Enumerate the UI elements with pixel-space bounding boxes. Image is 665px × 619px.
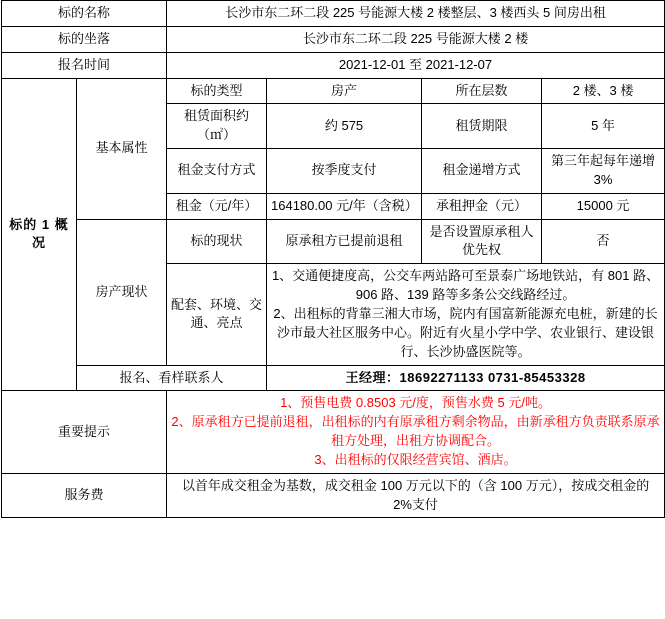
service-fee-value: 以首年成交租金为基数，成交租金 100 万元以下的（含 100 万元），按成交租金的 2%支付	[167, 473, 665, 518]
deposit-label: 承租押金（元）	[422, 193, 542, 219]
table-row	[2, 473, 665, 518]
lease-term-value: 5 年	[542, 104, 665, 149]
payment-method-value: 按季度支付	[267, 149, 422, 194]
rent-increase-value: 第三年起每年递增 3%	[542, 149, 665, 194]
notice-line-1: 1、预售电费 0.8503 元/度，预售水费 5 元/吨。	[280, 395, 551, 411]
current-status-label: 标的现状	[167, 219, 267, 264]
signup-time-label: 报名时间	[2, 52, 167, 78]
table-row	[2, 1, 665, 27]
table-row	[2, 219, 665, 264]
facilities-line-2: 2、出租标的背靠三湘大市场，院内有国富新能源充电桩，新建的长沙市最大社区服务中心。附近有火星小学中学、农业银行、建设银行、长沙协盛医院等。	[273, 305, 658, 359]
floor-value: 2 楼、3 楼	[542, 78, 665, 104]
subject-name-label: 标的名称	[2, 1, 167, 27]
service-fee-label: 服务费	[2, 473, 167, 518]
basic-attributes-label: 基本属性	[77, 78, 167, 219]
floor-label: 所在层数	[422, 78, 542, 104]
notice-value	[167, 391, 665, 473]
area-label: 租赁面积约（㎡）	[167, 104, 267, 149]
rent-increase-label: 租金递增方式	[422, 149, 542, 194]
contact-value: 王经理：18692271133 0731-85453328	[267, 365, 665, 391]
priority-right-value: 否	[542, 219, 665, 264]
rent-label: 租金（元/年）	[167, 193, 267, 219]
property-status-label: 房产现状	[77, 219, 167, 365]
subject-type-label: 标的类型	[167, 78, 267, 104]
table-row	[2, 52, 665, 78]
table-row	[2, 26, 665, 52]
priority-right-label: 是否设置原承租人优先权	[422, 219, 542, 264]
signup-time-value: 2021-12-01 至 2021-12-07	[167, 52, 665, 78]
payment-method-label: 租金支付方式	[167, 149, 267, 194]
current-status-value: 原承租方已提前退租	[267, 219, 422, 264]
notice-line-2: 2、原承租方已提前退租，出租标的内有原承租方剩余物品，由新承租方负责联系原承租方处理，出租方协调配合。	[171, 414, 660, 449]
deposit-value: 15000 元	[542, 193, 665, 219]
location-label: 标的坐落	[2, 26, 167, 52]
facilities-line-1: 1、交通便捷度高，公交车两站路可至景泰广场地铁站，有 801 路、906 路、139 路等多条公交线路经过。	[271, 268, 660, 303]
subject-name-value: 长沙市东二环二段 225 号能源大楼 2 楼整层、3 楼西头 5 间房出租	[167, 1, 665, 27]
notice-label: 重要提示	[2, 391, 167, 473]
table-row	[2, 78, 665, 104]
listing-detail-table	[1, 0, 665, 518]
overview-label: 标的 1 概况	[2, 78, 77, 391]
contact-label: 报名、看样联系人	[77, 365, 267, 391]
lease-term-label: 租赁期限	[422, 104, 542, 149]
notice-line-3: 3、出租标的仅限经营宾馆、酒店。	[314, 451, 517, 467]
facilities-label: 配套、环境、交通、亮点	[167, 264, 267, 365]
subject-type-value: 房产	[267, 78, 422, 104]
area-value: 约 575	[267, 104, 422, 149]
facilities-value	[267, 264, 665, 365]
table-row	[2, 365, 665, 391]
table-row	[2, 391, 665, 473]
rent-value: 164180.00 元/年（含税）	[267, 193, 422, 219]
location-value: 长沙市东二环二段 225 号能源大楼 2 楼	[167, 26, 665, 52]
